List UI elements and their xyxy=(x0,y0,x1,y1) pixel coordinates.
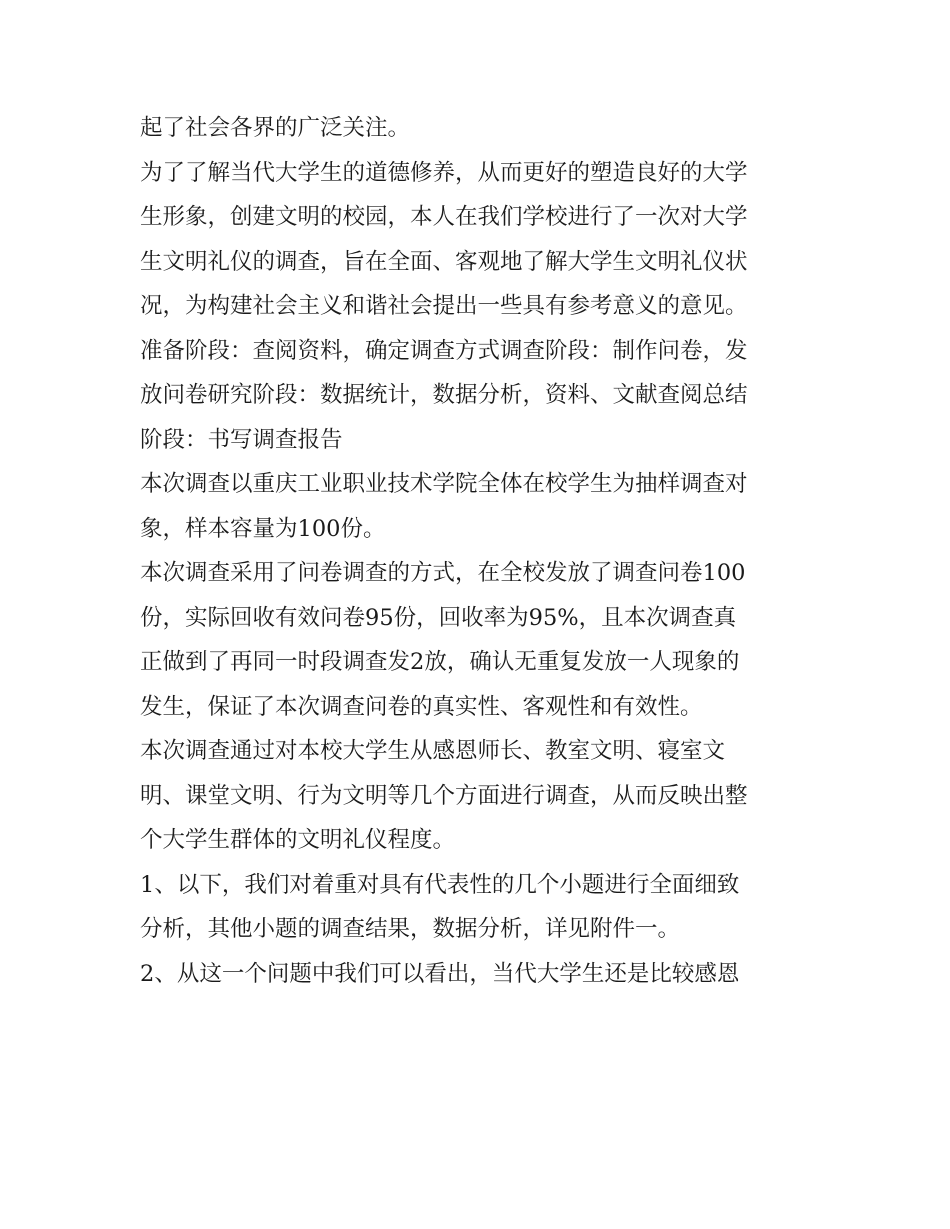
text-line: 阶段：书写调查报告 xyxy=(140,426,343,453)
text-line: 本次调查通过对本校大学生从感恩师长、教室文明、寝室文 xyxy=(140,738,726,764)
text-line: 分析，其他小题的调查结果，数据分析，详见附件一。 xyxy=(140,916,681,942)
text-line: 1、以下，我们对着重对具有代表性的几个小题进行全面细致 xyxy=(140,871,740,898)
text-line: 放问卷研究阶段：数据统计，数据分析，资料、文献查阅总结 xyxy=(140,382,748,408)
text-line: 份，实际回收有效问卷95份，回收率为95%，且本次调查真 xyxy=(140,604,737,631)
text-line: 准备阶段：查阅资料，确定调查方式调查阶段：制作问卷，发 xyxy=(140,337,748,364)
text-line: 发生，保证了本次调查问卷的真实性、客观性和有效性。 xyxy=(140,693,703,720)
text-line: 本次调查采用了问卷调查的方式，在全校发放了调查问卷100 xyxy=(140,560,746,586)
text-line: 本次调查以重庆工业职业技术学院全体在校学生为抽样调查对 xyxy=(140,471,748,497)
text-line: 象，样本容量为100份。 xyxy=(140,515,386,542)
text-line: 明、课堂文明、行为文明等几个方面进行调查，从而反映出整 xyxy=(140,782,748,809)
text-line: 起了社会各界的广泛关注。 xyxy=(140,115,411,141)
document-body xyxy=(140,106,820,996)
text-line: 2、从这一个问题中我们可以看出，当代大学生还是比较感恩 xyxy=(140,960,740,987)
text-line: 为了了解当代大学生的道德修养，从而更好的塑造良好的大学 xyxy=(140,159,748,186)
text-line: 生形象，创建文明的校园，本人在我们学校进行了一次对大学 xyxy=(140,204,748,230)
text-line: 况，为构建社会主义和谐社会提出一些具有参考意义的意见。 xyxy=(140,293,748,319)
text-line: 正做到了再同一时段调查发2放，确认无重复发放一人现象的 xyxy=(140,649,740,675)
text-line: 生文明礼仪的调查，旨在全面、客观地了解大学生文明礼仪状 xyxy=(140,248,748,275)
text-line: 个大学生群体的文明礼仪程度。 xyxy=(140,827,456,853)
